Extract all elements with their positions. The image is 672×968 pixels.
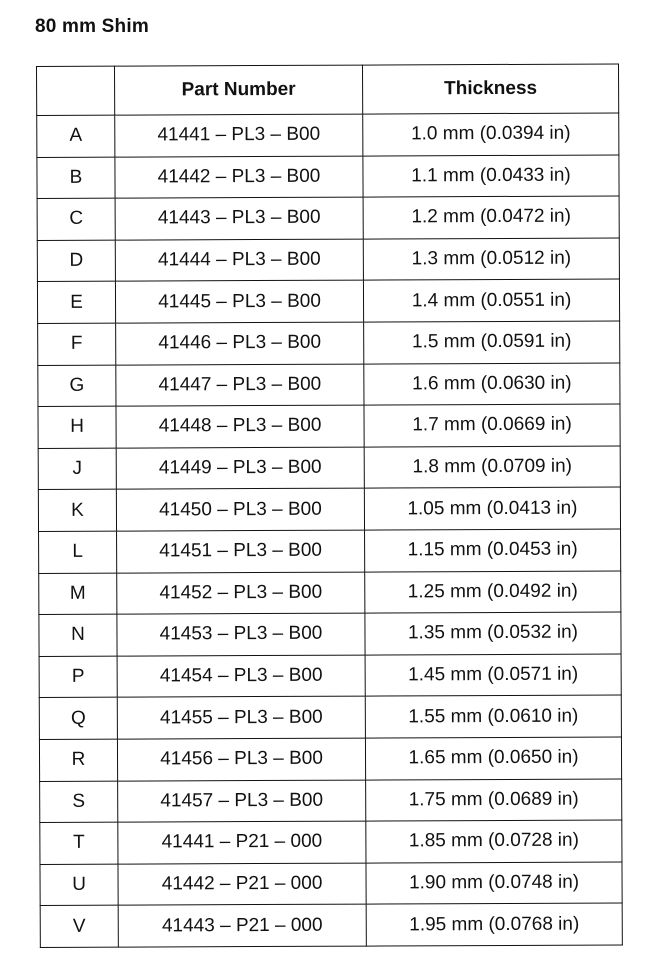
part-number-cell: 41442 – PL3 – B00 <box>115 156 363 199</box>
part-number-cell: 41447 – PL3 – B00 <box>116 364 364 407</box>
part-number-cell: 41456 – PL3 – B00 <box>117 738 365 781</box>
letter-cell: R <box>39 739 117 781</box>
table-header <box>37 64 619 116</box>
part-number-cell: 41449 – PL3 – B00 <box>116 447 364 490</box>
table-row <box>38 363 620 407</box>
page-title: 80 mm Shim <box>35 16 149 37</box>
letter-cell: A <box>37 115 115 157</box>
letter-cell: E <box>37 282 115 324</box>
header-part-number: Part Number <box>115 65 363 115</box>
thickness-cell: 1.6 mm (0.0630 in) <box>364 363 620 406</box>
part-number-cell: 41441 – P21 – 000 <box>118 821 366 864</box>
part-number-cell: 41442 – P21 – 000 <box>118 863 366 906</box>
table-row <box>40 820 622 864</box>
shim-table <box>36 63 623 947</box>
letter-cell: F <box>38 323 116 365</box>
table-row <box>39 695 621 739</box>
thickness-cell: 1.15 mm (0.0453 in) <box>365 529 621 572</box>
table-row <box>39 737 621 781</box>
letter-cell: S <box>40 781 118 823</box>
thickness-cell: 1.0 mm (0.0394 in) <box>363 113 619 156</box>
thickness-cell: 1.55 mm (0.0610 in) <box>365 695 621 738</box>
table-row <box>40 778 622 822</box>
part-number-cell: 41446 – PL3 – B00 <box>116 322 364 365</box>
letter-cell: P <box>39 656 117 698</box>
part-number-cell: 41450 – PL3 – B00 <box>116 488 364 531</box>
letter-cell: L <box>39 531 117 573</box>
table-row <box>38 321 620 365</box>
letter-cell: H <box>38 406 116 448</box>
thickness-cell: 1.95 mm (0.0768 in) <box>366 903 622 946</box>
thickness-cell: 1.45 mm (0.0571 in) <box>365 654 621 697</box>
part-number-cell: 41448 – PL3 – B00 <box>116 405 364 448</box>
table-row <box>37 279 619 323</box>
header-thickness: Thickness <box>362 64 618 114</box>
thickness-cell: 1.4 mm (0.0551 in) <box>363 279 619 322</box>
table-row <box>39 612 621 656</box>
part-number-cell: 41452 – PL3 – B00 <box>117 572 365 615</box>
thickness-cell: 1.65 mm (0.0650 in) <box>365 737 621 780</box>
letter-cell: C <box>37 198 115 240</box>
letter-cell: Q <box>39 697 117 739</box>
thickness-cell: 1.25 mm (0.0492 in) <box>365 570 621 613</box>
letter-cell: D <box>37 240 115 282</box>
part-number-cell: 41441 – PL3 – B00 <box>115 114 363 157</box>
thickness-cell: 1.05 mm (0.0413 in) <box>364 487 620 530</box>
letter-cell: G <box>38 365 116 407</box>
thickness-cell: 1.2 mm (0.0472 in) <box>363 196 619 239</box>
letter-cell: J <box>38 448 116 490</box>
part-number-cell: 41453 – PL3 – B00 <box>117 613 365 656</box>
table-row <box>39 570 621 614</box>
table-row <box>37 155 619 199</box>
letter-cell: K <box>38 489 116 531</box>
table-row <box>40 903 622 947</box>
letter-cell: V <box>40 905 118 947</box>
header-letter <box>37 66 115 115</box>
part-number-cell: 41457 – PL3 – B00 <box>118 780 366 823</box>
letter-cell: T <box>40 822 118 864</box>
thickness-cell: 1.7 mm (0.0669 in) <box>364 404 620 447</box>
letter-cell: B <box>37 157 115 199</box>
table-row <box>37 238 619 282</box>
part-number-cell: 41443 – PL3 – B00 <box>115 197 363 240</box>
thickness-cell: 1.1 mm (0.0433 in) <box>363 155 619 198</box>
letter-cell: U <box>40 864 118 906</box>
table-row <box>37 196 619 240</box>
part-number-cell: 41443 – P21 – 000 <box>118 904 366 947</box>
thickness-cell: 1.8 mm (0.0709 in) <box>364 446 620 489</box>
letter-cell: M <box>39 573 117 615</box>
table-row <box>38 487 620 531</box>
table-row <box>38 446 620 490</box>
table-row <box>37 113 619 157</box>
part-number-cell: 41445 – PL3 – B00 <box>115 280 363 323</box>
thickness-cell: 1.35 mm (0.0532 in) <box>365 612 621 655</box>
table-row <box>38 404 620 448</box>
table-row <box>40 862 622 906</box>
part-number-cell: 41455 – PL3 – B00 <box>117 696 365 739</box>
table-row <box>39 529 621 573</box>
table-body <box>37 113 623 947</box>
thickness-cell: 1.3 mm (0.0512 in) <box>363 238 619 281</box>
part-number-cell: 41454 – PL3 – B00 <box>117 655 365 698</box>
part-number-cell: 41451 – PL3 – B00 <box>117 530 365 573</box>
letter-cell: N <box>39 614 117 656</box>
thickness-cell: 1.90 mm (0.0748 in) <box>366 862 622 905</box>
part-number-cell: 41444 – PL3 – B00 <box>115 239 363 282</box>
thickness-cell: 1.75 mm (0.0689 in) <box>366 778 622 821</box>
thickness-cell: 1.5 mm (0.0591 in) <box>364 321 620 364</box>
header-row <box>37 64 619 116</box>
thickness-cell: 1.85 mm (0.0728 in) <box>366 820 622 863</box>
table-row <box>39 654 621 698</box>
